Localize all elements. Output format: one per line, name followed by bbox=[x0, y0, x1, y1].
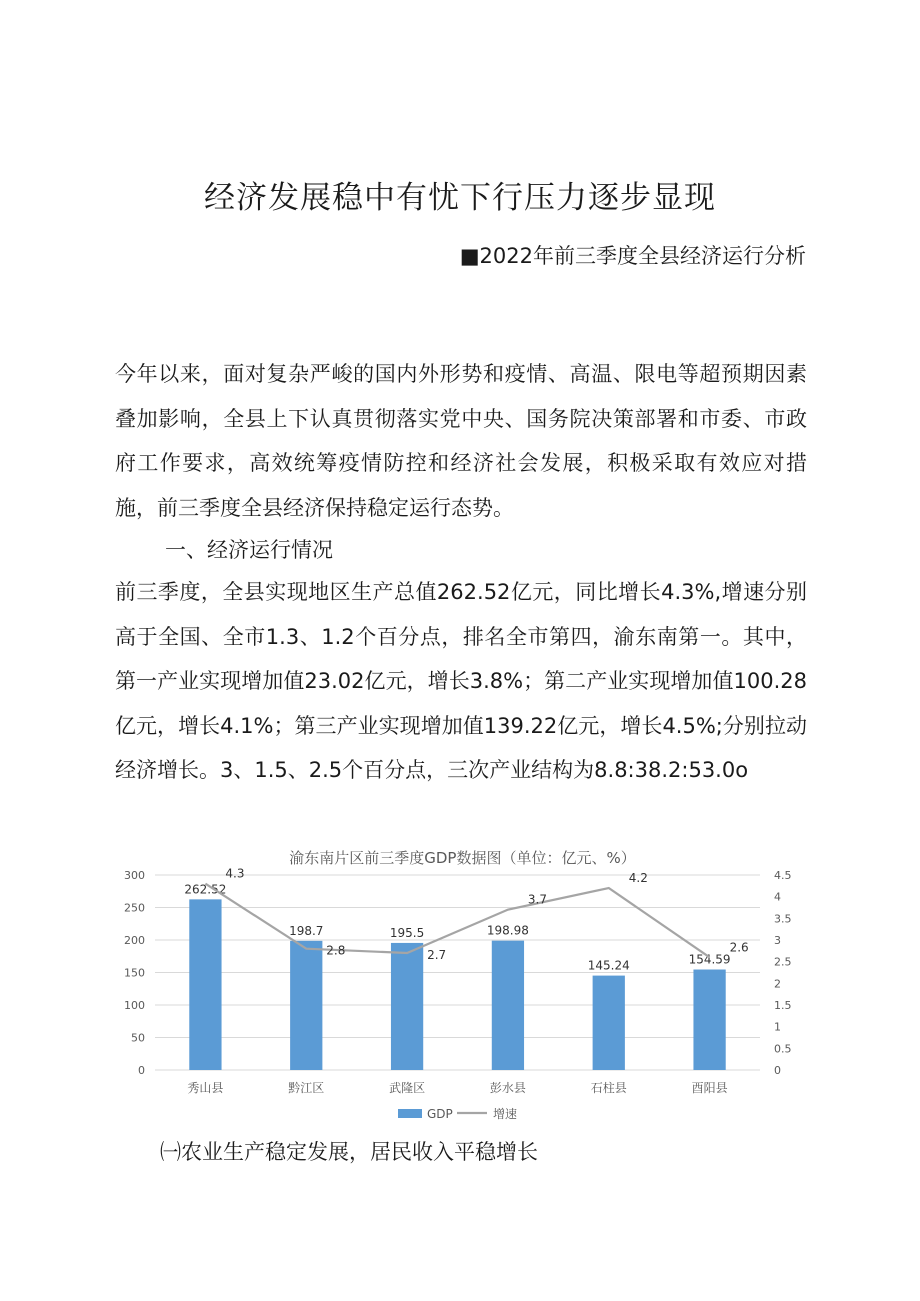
gdp-bar bbox=[290, 941, 322, 1070]
y-left-tick-label: 0 bbox=[138, 1064, 145, 1077]
x-tick-label: 彭水县 bbox=[489, 1081, 526, 1095]
x-tick-label: 黔江区 bbox=[288, 1081, 325, 1095]
gdp-chart-svg bbox=[115, 838, 815, 1133]
x-tick-label: 武隆区 bbox=[389, 1081, 426, 1095]
x-tick-label: 酉阳县 bbox=[691, 1081, 728, 1095]
gdp-data-label: 154.59 bbox=[688, 952, 731, 967]
y-right-tick-label: 3.5 bbox=[774, 912, 792, 926]
growth-data-label: 2.7 bbox=[427, 948, 447, 962]
y-right-tick-label: 1 bbox=[774, 1020, 781, 1034]
growth-data-label: 2.8 bbox=[326, 943, 346, 958]
growth-line bbox=[205, 884, 709, 958]
y-left-tick-label: 150 bbox=[124, 966, 145, 980]
growth-data-label: 4.3 bbox=[225, 866, 245, 881]
chart-title: 渝东南片区前三季度GDP数据图（单位：亿元、%） bbox=[289, 849, 636, 867]
document-subtitle: ■2022年前三季度全县经济运行分析 bbox=[459, 244, 806, 268]
document-title: 经济发展稳中有忧下行压力逐步显现 bbox=[204, 180, 716, 216]
gdp-data-label: 198.98 bbox=[486, 923, 529, 938]
y-left-tick-label: 200 bbox=[124, 934, 145, 947]
growth-data-label: 3.7 bbox=[527, 892, 548, 907]
y-right-tick-label: 2 bbox=[774, 977, 781, 991]
y-right-tick-label: 1.5 bbox=[774, 999, 792, 1012]
y-left-tick-label: 250 bbox=[124, 901, 145, 915]
x-tick-label: 秀山县 bbox=[187, 1081, 224, 1095]
gdp-bar bbox=[189, 899, 221, 1070]
gdp-bar bbox=[492, 941, 524, 1070]
gdp-chart bbox=[115, 838, 815, 1133]
y-right-tick-label: 4 bbox=[774, 890, 781, 904]
gdp-data-label: 198.7 bbox=[289, 923, 324, 938]
y-left-tick-label: 50 bbox=[131, 1031, 145, 1045]
growth-data-label: 4.2 bbox=[628, 871, 648, 885]
gdp-data-label: 145.24 bbox=[587, 958, 630, 973]
section-heading-agriculture: ㈠农业生产稳定发展，居民收入平稳增长 bbox=[160, 1140, 538, 1164]
y-right-tick-label: 3 bbox=[774, 934, 781, 947]
legend-gdp-label: GDP bbox=[427, 1107, 453, 1121]
gdp-paragraph: 前三季度，全县实现地区生产总值262.52亿元，同比增长4.3%,增速分别高于全国、全市1.3、1.2个百分点，排名全市第四，渝东南第一。其中，第一产业实现增加值23.02亿元，增长3.8%；第二产业实现增加值100.28亿元，增长4.1%；第三产业实现增加值139.22亿元，增长4.5%;分别拉动经济增长。3、1.5、2.5个百分点，三次产业结构为8.8:38.2:53.0o bbox=[115, 580, 807, 782]
gdp-data-label: 195.5 bbox=[389, 925, 425, 940]
section-heading-economic-operation: 一、经济运行情况 bbox=[165, 538, 333, 562]
legend-growth-label: 增速 bbox=[493, 1107, 518, 1121]
gdp-bar bbox=[391, 943, 423, 1070]
gdp-data-label: 262.52 bbox=[184, 882, 227, 897]
y-right-tick-label: 0 bbox=[774, 1064, 781, 1077]
legend-gdp-swatch bbox=[398, 1109, 422, 1118]
x-tick-label: 石柱县 bbox=[590, 1081, 627, 1095]
y-left-tick-label: 100 bbox=[124, 999, 145, 1012]
y-left-tick-label: 300 bbox=[124, 869, 145, 882]
intro-paragraph: 今年以来，面对复杂严峻的国内外形势和疫情、高温、限电等超预期因素叠加影响，全县上下认真贯彻落实党中央、国务院决策部署和市委、市政府工作要求，高效统筹疫情防控和经济社会发展，积极采取有效应对措施，前三季度全县经济保持稳定运行态势。 bbox=[115, 362, 807, 520]
y-right-tick-label: 2.5 bbox=[774, 955, 792, 969]
y-right-tick-label: 0.5 bbox=[774, 1042, 792, 1056]
growth-data-label: 2.6 bbox=[729, 940, 749, 955]
gdp-bar bbox=[593, 976, 625, 1070]
y-right-tick-label: 4.5 bbox=[774, 869, 792, 882]
gdp-bar bbox=[693, 970, 725, 1070]
